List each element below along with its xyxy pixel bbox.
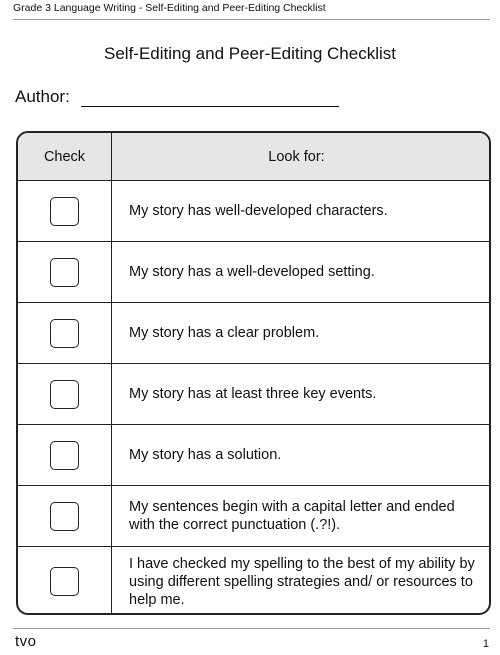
table-row xyxy=(18,486,489,547)
check-cell xyxy=(18,242,112,302)
look-for-text: I have checked my spelling to the best of my ability by using different spelling strategies and/ or resources to help me. xyxy=(129,555,475,608)
author-row xyxy=(15,87,339,107)
check-cell xyxy=(18,303,112,363)
column-header-check: Check xyxy=(18,133,112,180)
look-for-text: My story has a clear problem. xyxy=(129,325,320,341)
check-cell xyxy=(18,486,112,546)
look-for-text: My story has a well-developed setting. xyxy=(129,264,375,280)
header-divider xyxy=(13,19,490,20)
tvo-logo: tvo xyxy=(15,633,37,650)
table-row xyxy=(18,364,489,425)
table-row xyxy=(18,547,489,615)
author-field[interactable] xyxy=(81,91,339,107)
author-label: Author: xyxy=(15,87,70,106)
checklist-table xyxy=(16,131,491,615)
table-header xyxy=(18,133,489,181)
table-row xyxy=(18,425,489,486)
table-row xyxy=(18,303,489,364)
look-for-text: My story has a solution. xyxy=(129,447,282,463)
table-row xyxy=(18,242,489,303)
checkbox[interactable] xyxy=(50,258,79,287)
footer-divider xyxy=(13,628,490,629)
checkbox[interactable] xyxy=(50,197,79,226)
checkbox[interactable] xyxy=(50,380,79,409)
checkbox[interactable] xyxy=(50,441,79,470)
page-title: Self-Editing and Peer-Editing Checklist xyxy=(104,44,396,63)
look-for-text: My story has at least three key events. xyxy=(129,386,377,402)
check-cell xyxy=(18,547,112,615)
column-header-look-for: Look for: xyxy=(268,148,325,165)
checkbox[interactable] xyxy=(50,319,79,348)
check-cell xyxy=(18,181,112,241)
checkbox[interactable] xyxy=(50,502,79,531)
check-cell xyxy=(18,364,112,424)
look-for-text: My story has well-developed characters. xyxy=(129,203,388,219)
page-number: 1 xyxy=(482,638,489,650)
check-cell xyxy=(18,425,112,485)
running-header: Grade 3 Language Writing - Self-Editing and Peer-Editing Checklist xyxy=(13,2,326,14)
table-row xyxy=(18,181,489,242)
checkbox[interactable] xyxy=(50,567,79,596)
look-for-text: My sentences begin with a capital letter and ended with the correct punctuation (.?!). xyxy=(129,499,455,533)
